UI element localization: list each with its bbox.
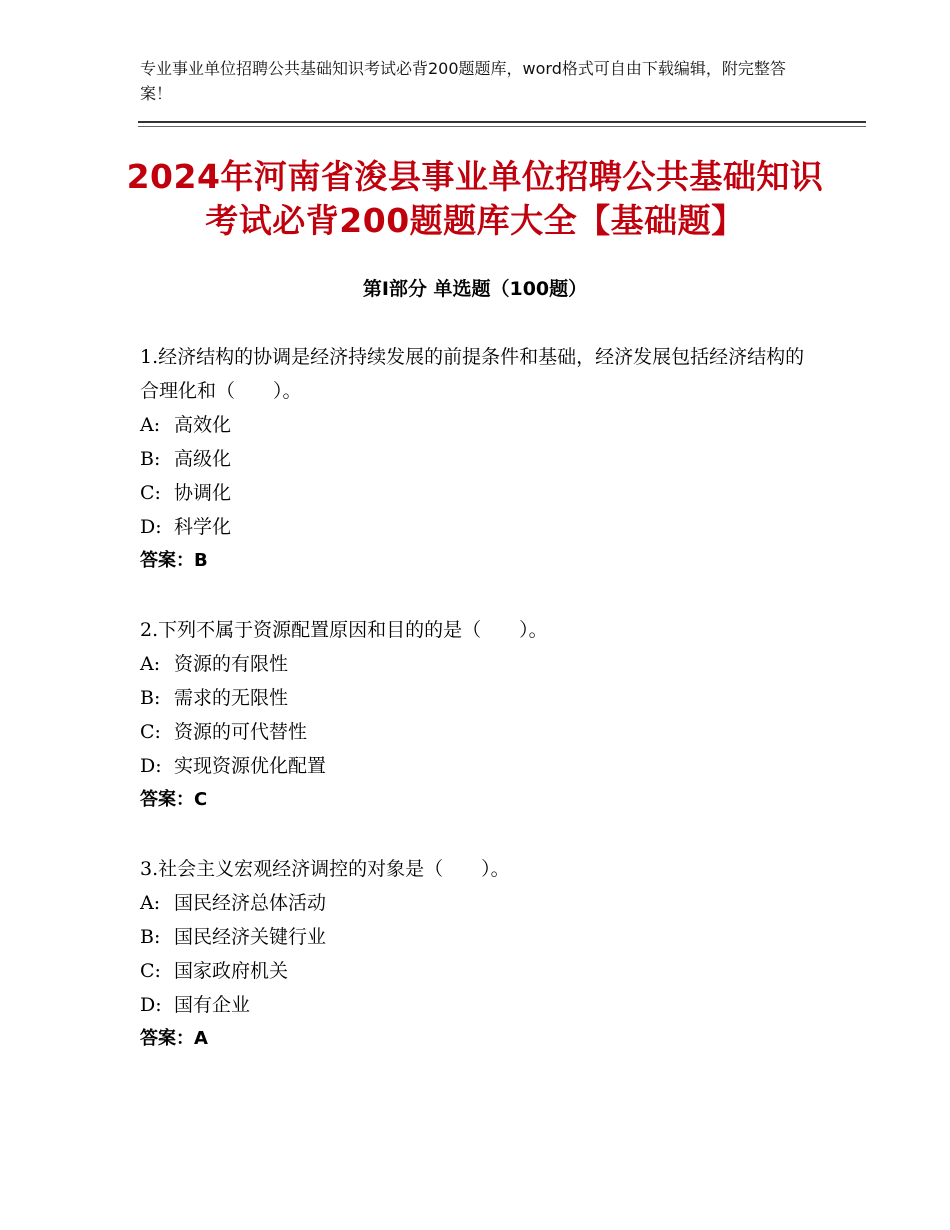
option-letter: D: [140, 994, 162, 1016]
question-stem: 3.社会主义宏观经济调控的对象是（ ）。 [140, 858, 510, 880]
option-text: 资源的可代替性 [174, 721, 308, 743]
option-text: 国家政府机关 [174, 960, 289, 982]
option-a [140, 408, 820, 442]
option-letter: C: [140, 960, 161, 982]
header-note: 专业事业单位招聘公共基础知识考试必背200题题库，word格式可自由下载编辑，附完整答案！ [140, 59, 786, 103]
option-d [140, 988, 820, 1022]
option-letter: C: [140, 482, 161, 504]
option-letter: B: [140, 448, 161, 470]
option-text: 需求的无限性 [174, 687, 289, 709]
option-letter: A: [140, 892, 161, 914]
header-divider-thick [138, 121, 866, 123]
option-b [140, 442, 820, 476]
section-heading: 第Ⅰ部分 单选题（100题） [362, 278, 588, 300]
option-c [140, 715, 820, 749]
option-text: 国民经济关键行业 [174, 926, 327, 948]
question-item [140, 852, 820, 1056]
option-d [140, 749, 820, 783]
option-text: 国民经济总体活动 [174, 892, 327, 914]
answer-line: 答案：A [140, 1028, 208, 1049]
option-letter: B: [140, 687, 161, 709]
document-title: 2024年河南省浚县事业单位招聘公共基础知识考试必背200题题库大全【基础题】 [126, 157, 824, 240]
option-b [140, 681, 820, 715]
option-letter: B: [140, 926, 161, 948]
answer-line: 答案：C [140, 789, 208, 810]
option-letter: A: [140, 653, 161, 675]
option-letter: D: [140, 755, 162, 777]
question-stem: 2.下列不属于资源配置原因和目的的是（ ）。 [140, 619, 548, 641]
question-stem: 1.经济结构的协调是经济持续发展的前提条件和基础，经济发展包括经济结构的合理化和（ ）。 [140, 346, 805, 402]
option-text: 实现资源优化配置 [174, 755, 327, 777]
option-text: 协调化 [174, 482, 232, 504]
option-c [140, 954, 820, 988]
option-text: 高效化 [174, 414, 232, 436]
option-a [140, 886, 820, 920]
option-b [140, 920, 820, 954]
header-divider-thin [138, 126, 866, 127]
option-letter: C: [140, 721, 161, 743]
option-text: 高级化 [174, 448, 232, 470]
option-text: 科学化 [174, 516, 232, 538]
option-letter: D: [140, 516, 162, 538]
question-item [140, 613, 820, 817]
option-c [140, 476, 820, 510]
question-item [140, 340, 820, 578]
answer-line: 答案：B [140, 550, 208, 571]
question-list [140, 340, 820, 1091]
option-d [140, 510, 820, 544]
option-text: 国有企业 [174, 994, 251, 1016]
option-a [140, 647, 820, 681]
option-letter: A: [140, 414, 161, 436]
option-text: 资源的有限性 [174, 653, 289, 675]
